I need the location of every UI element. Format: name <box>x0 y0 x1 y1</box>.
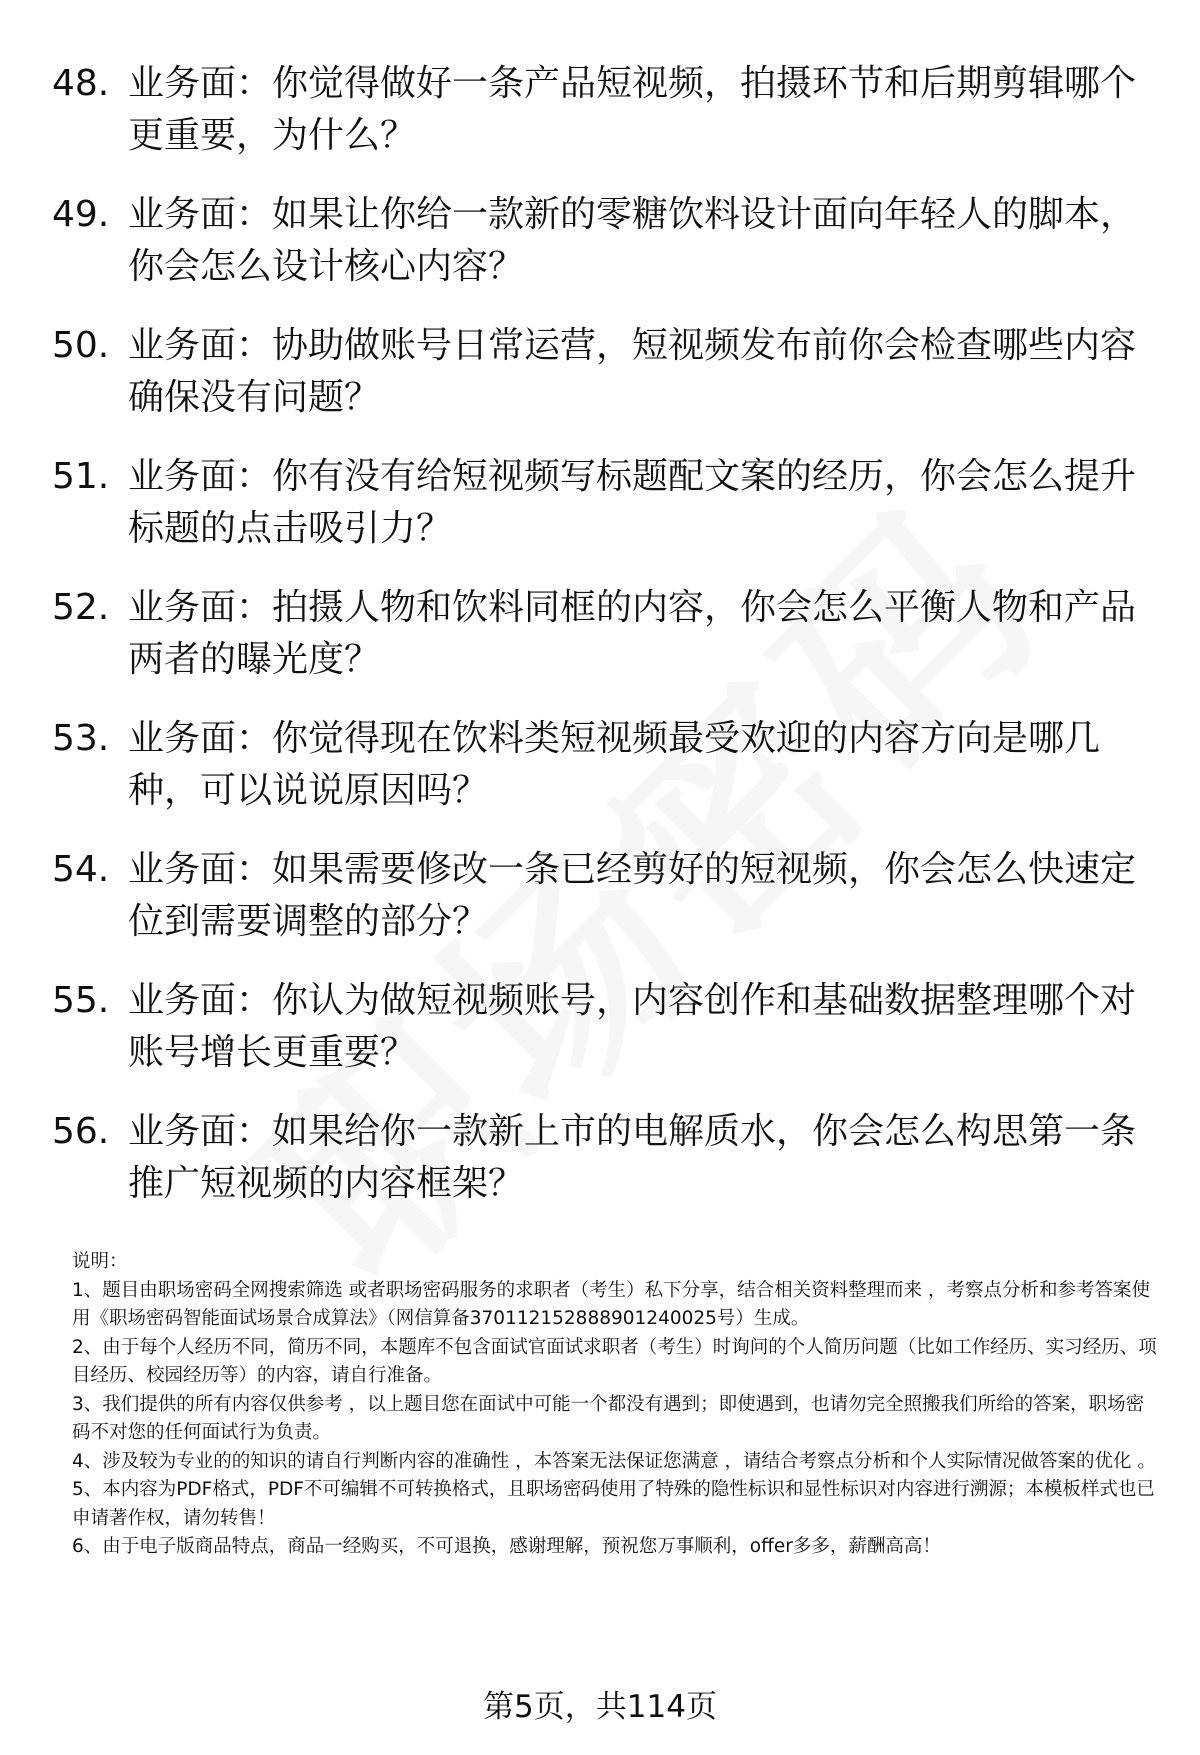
question-text: 业务面：你认为做短视频账号，内容创作和基础数据整理哪个对账号增长更重要？ <box>128 980 1137 1073</box>
question-item <box>52 975 1152 1079</box>
notes-heading: 说明： <box>72 1251 128 1272</box>
question-number: 56. <box>52 1111 110 1152</box>
note-item: 6、由于电子版商品特点，商品一经购买，不可退换，感谢理解，预祝您万事顺利，offer多多，薪酬高高！ <box>72 1536 941 1557</box>
question-text: 业务面：如果给你一款新上市的电解质水，你会怎么构思第一条推广短视频的内容框架？ <box>128 1111 1137 1204</box>
question-number: 48. <box>52 63 110 104</box>
question-item <box>52 582 1152 686</box>
note-item: 2、由于每个人经历不同，简历不同，本题库不包含面试官面试求职者（考生）时询问的个人简历问题（比如工作经历、实习经历、项目经历、校园经历等）的内容，请自行准备。 <box>72 1336 1157 1386</box>
note-item: 3、我们提供的所有内容仅供参考 ，以上题目您在面试中可能一个都没有遇到；即使遇到，也请勿完全照搬我们所给的答案，职场密码不对您的任何面试行为负责。 <box>72 1393 1145 1443</box>
question-number: 50. <box>52 325 110 366</box>
note-item: 4、涉及较为专业的的知识的请自行判断内容的准确性 ，本答案无法保证您满意 ，请结合考察点分析和个人实际情况做答案的优化 。 <box>72 1450 1156 1472</box>
question-item <box>52 320 1152 424</box>
page-number: 第5页，共114页 <box>483 1689 717 1725</box>
question-item <box>52 451 1152 555</box>
question-item <box>52 58 1152 162</box>
question-number: 51. <box>52 456 110 497</box>
question-item <box>52 1106 1152 1210</box>
notes-section <box>72 1248 1162 1562</box>
question-number: 49. <box>52 194 110 235</box>
question-text: 业务面：如果需要修改一条已经剪好的短视频，你会怎么快速定位到需要调整的部分？ <box>128 849 1137 942</box>
question-item <box>52 844 1152 948</box>
question-item <box>52 713 1152 817</box>
question-number: 52. <box>52 587 110 628</box>
question-item <box>52 189 1152 293</box>
note-item: 1、题目由职场密码全网搜索筛选 或者职场密码服务的求职者（考生）私下分享，结合相关资料整理而来 ，考察点分析和参考答案使用《职场密码智能面试场景合成算法》（网信算备370112152888901240025号）生成。 <box>72 1279 1151 1329</box>
question-text: 业务面：协助做账号日常运营，短视频发布前你会检查哪些内容确保没有问题？ <box>128 325 1137 418</box>
question-text: 业务面：如果让你给一款新的零糖饮料设计面向年轻人的脚本，你会怎么设计核心内容？ <box>128 194 1137 287</box>
question-number: 54. <box>52 849 110 890</box>
question-text: 业务面：你觉得做好一条产品短视频，拍摄环节和后期剪辑哪个更重要，为什么？ <box>128 63 1137 156</box>
question-text: 业务面：你有没有给短视频写标题配文案的经历，你会怎么提升标题的点击吸引力？ <box>128 456 1137 549</box>
question-text: 业务面：你觉得现在饮料类短视频最受欢迎的内容方向是哪几种，可以说说原因吗？ <box>128 718 1101 811</box>
note-item: 5、本内容为PDF格式，PDF不可编辑不可转换格式，且职场密码使用了特殊的隐性标识和显性标识对内容进行溯源；本模板样式也已申请著作权，请勿转售！ <box>72 1479 1155 1529</box>
question-number: 53. <box>52 718 110 759</box>
question-number: 55. <box>52 980 110 1021</box>
question-list <box>52 58 1152 1237</box>
question-text: 业务面：拍摄人物和饮料同框的内容，你会怎么平衡人物和产品两者的曝光度？ <box>128 587 1137 680</box>
